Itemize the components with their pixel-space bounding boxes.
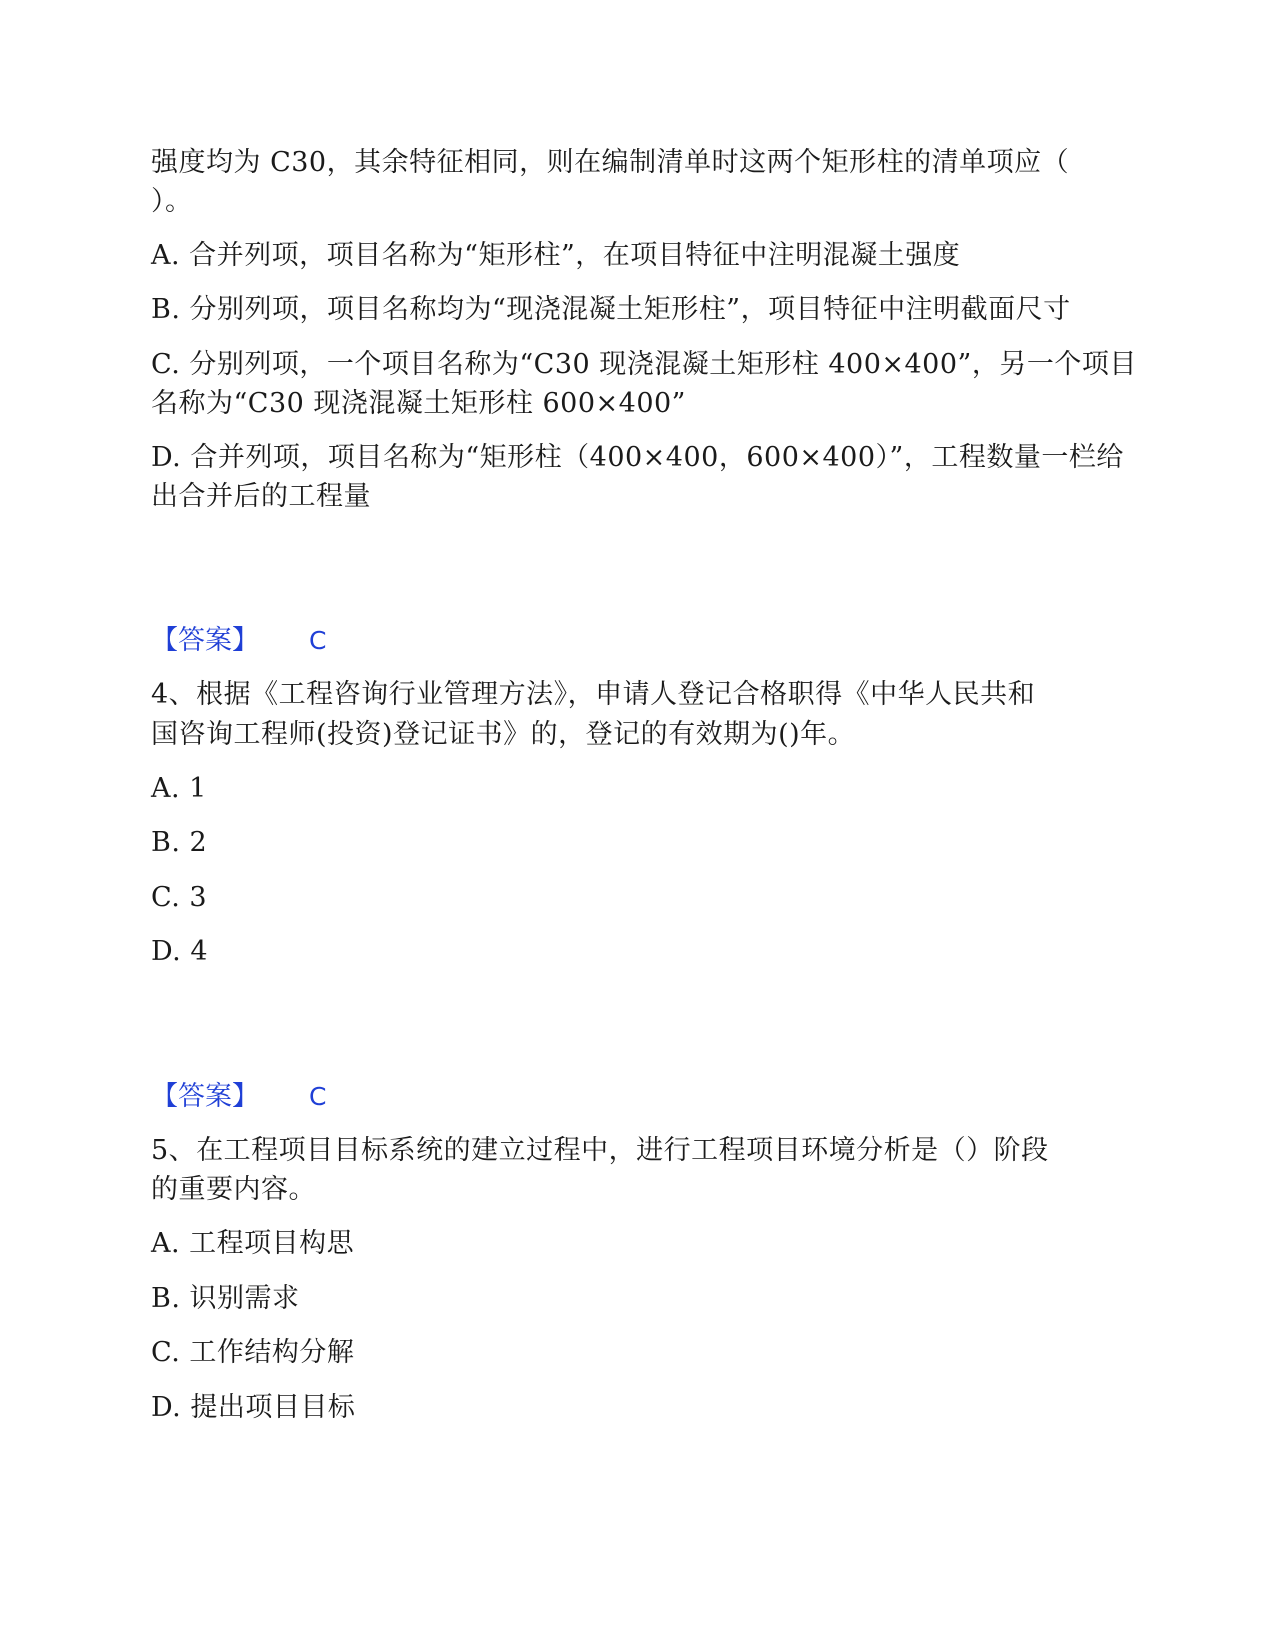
- q3-option-c-line-2: 名称为“C30 现浇混凝土矩形柱 600×400”: [151, 388, 686, 419]
- q4-option-c: C. 3: [151, 882, 208, 913]
- q5-option-c: C. 工作结构分解: [151, 1337, 355, 1368]
- q4-answer-value: C: [309, 1082, 327, 1111]
- q3-option-d-line-2: 出合并后的工程量: [151, 481, 371, 512]
- q5-option-a: A. 工程项目构思: [151, 1228, 355, 1259]
- q4-option-a: A. 1: [151, 773, 207, 804]
- q4-answer-label: 【答案】: [151, 1081, 259, 1112]
- q5-option-d: D. 提出项目目标: [151, 1392, 356, 1423]
- q3-stem-line-1: 强度均为 C30，其余特征相同，则在编制清单时这两个矩形柱的清单项应（: [151, 147, 1070, 178]
- q4-stem-line-1: 4、根据《工程咨询行业管理方法》，申请人登记合格职得《中华人民共和: [151, 679, 1036, 710]
- q5-option-b: B. 识别需求: [151, 1283, 300, 1314]
- q3-answer: [151, 621, 326, 661]
- q4-option-b: B. 2: [151, 827, 208, 858]
- q5-stem-line-2: 的重要内容。: [151, 1174, 316, 1205]
- q3-option-c-line-1: C. 分别列项，一个项目名称为“C30 现浇混凝土矩形柱 400×400”，另一个项目: [151, 349, 1137, 380]
- q3-answer-label: 【答案】: [151, 625, 259, 656]
- q4-stem-line-2: 国咨询工程师(投资)登记证书》的，登记的有效期为()年。: [151, 719, 856, 750]
- q5-stem-line-1: 5、在工程项目目标系统的建立过程中，进行工程项目环境分析是（）阶段: [151, 1135, 1049, 1166]
- q3-option-b: B. 分别列项，项目名称均为“现浇混凝土矩形柱”，项目特征中注明截面尺寸: [151, 294, 1071, 325]
- q3-stem-line-2: ）。: [151, 186, 193, 217]
- q3-option-a: A. 合并列项，项目名称为“矩形柱”，在项目特征中注明混凝土强度: [151, 240, 961, 271]
- q4-answer: [151, 1077, 326, 1117]
- q3-option-d-line-1: D. 合并列项，项目名称为“矩形柱（400×400，600×400）”，工程数量一栏给: [151, 442, 1124, 473]
- q4-option-d: D. 4: [151, 936, 209, 967]
- q3-answer-value: C: [309, 626, 327, 655]
